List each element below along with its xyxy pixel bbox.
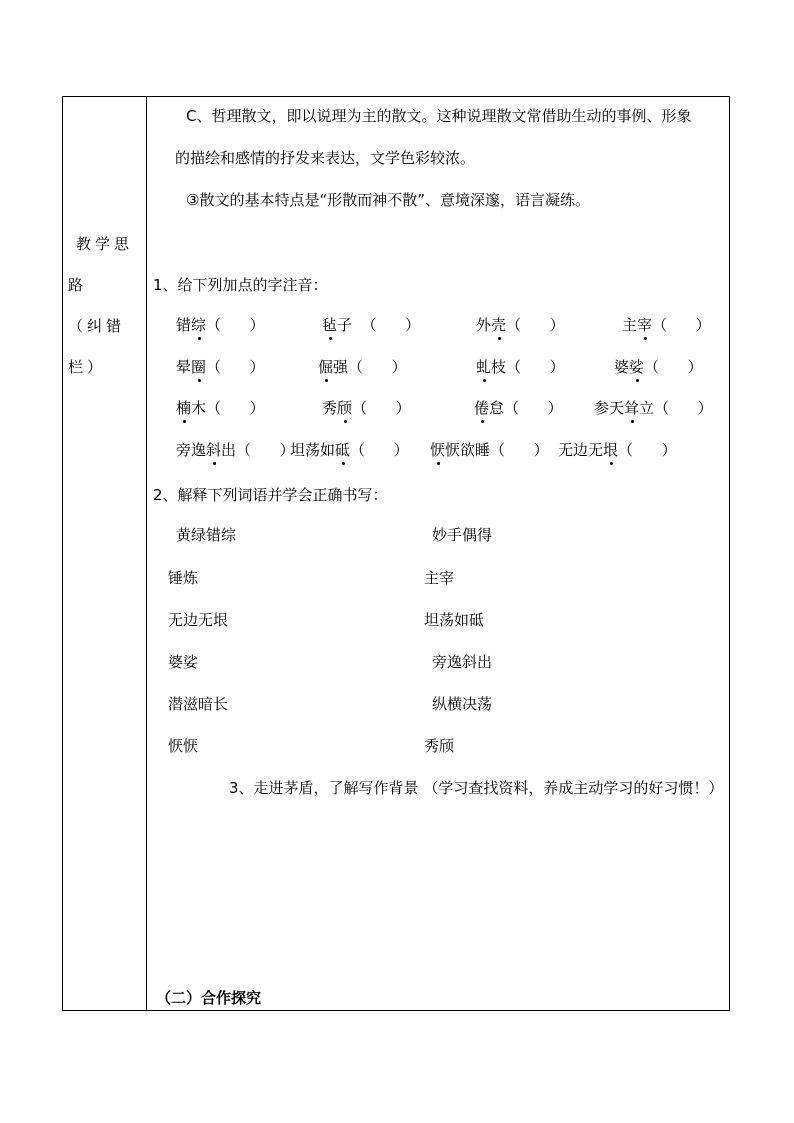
pinyin-answer-blank: 恹欲睡（ ） [445,441,549,459]
vocab-right-4: 旁逸斜出 [432,653,493,671]
section-title: （二）合作探究 [156,989,262,1007]
pinyin-answer-blank: （ ） [618,441,677,459]
pinyin-item [476,357,565,377]
vocab-left-1: 黄绿错综 [176,526,237,544]
pinyin-answer-blank: （ ） [350,441,409,459]
pinyin-item [594,398,713,418]
pinyin-word-prefix: 旁逸 [176,441,207,459]
pinyin-answer-blank: （ ） [506,316,565,334]
pinyin-item [558,440,677,460]
pinyin-item [322,398,411,418]
philosophy-essay-line-2: 的描绘和感情的抒发来表达，文学色彩较浓。 [175,149,476,167]
pinyin-item [614,357,703,377]
pinyin-dotted-char: 娑 [629,358,645,376]
side-label-line-1: 教学思 [76,235,134,253]
pinyin-word-prefix: 婆 [614,358,630,376]
pinyin-word-prefix: 参天 [594,399,625,417]
pinyin-dotted-char: 垠 [603,441,619,459]
pinyin-dotted-char: 楠 [176,399,192,417]
pinyin-answer-blank: （ ） [206,316,265,334]
column-divider [146,96,147,1011]
table-frame [62,96,730,1011]
vocab-right-1: 妙手偶得 [432,526,493,544]
pinyin-word-prefix: 无边无 [558,441,604,459]
pinyin-word-prefix: 坦荡如 [290,441,336,459]
pinyin-item [476,315,565,335]
pinyin-dotted-char: 圈 [191,358,207,376]
vocab-right-5: 纵横决荡 [432,695,493,713]
pinyin-answer-blank: （ ） [652,316,711,334]
vocab-right-2: 主宰 [424,569,455,587]
pinyin-dotted-char: 砥 [335,441,351,459]
pinyin-dotted-char: 宰 [637,316,653,334]
pinyin-word-prefix: 秀 [322,399,338,417]
pinyin-item [318,357,407,377]
pinyin-item [430,440,549,460]
essay-feature-text: ③散文的基本特点是“形散而神不散”、意境深邃，语言凝练。 [186,191,590,209]
pinyin-item [176,357,265,377]
pinyin-word-prefix: 外 [476,316,492,334]
pinyin-word-prefix: 晕 [176,358,192,376]
pinyin-answer-blank: 强（ ） [333,358,407,376]
pinyin-answer-blank: （ ） [644,358,703,376]
side-label-line-3: （纠错 [68,317,126,335]
pinyin-item [176,440,295,460]
question-2-title: 2、解释下列词语并学会正确书写： [153,486,388,504]
pinyin-dotted-char: 颀 [337,399,353,417]
pinyin-answer-blank: 立（ ） [639,399,713,417]
pinyin-item [622,315,711,335]
side-label-line-4: 栏） [68,358,107,376]
pinyin-dotted-char: 综 [191,316,207,334]
vocab-left-6: 恹恹 [168,737,199,755]
question-3-text: 3、走进茅盾，了解写作背景 （学习查找资料，养成主动学习的好习惯！） [229,779,724,797]
pinyin-item [290,440,409,460]
pinyin-item [176,315,265,335]
vocab-left-5: 潜滋暗长 [168,695,229,713]
pinyin-dotted-char: 虬 [476,358,492,376]
pinyin-dotted-char: 斜 [206,441,222,459]
pinyin-word-prefix: 主 [622,316,638,334]
pinyin-dotted-char: 耸 [624,399,640,417]
pinyin-answer-blank: 子 （ ） [337,316,421,334]
pinyin-item [176,398,265,418]
pinyin-answer-blank: 怠（ ） [489,399,563,417]
pinyin-answer-blank: 枝（ ） [491,358,565,376]
pinyin-answer-blank: 木（ ） [191,399,265,417]
pinyin-answer-blank: （ ） [352,399,411,417]
pinyin-answer-blank: 出（ ） [221,441,295,459]
vocab-left-4: 婆娑 [168,653,199,671]
pinyin-dotted-char: 倔 [318,358,334,376]
pinyin-word-prefix: 错 [176,316,192,334]
pinyin-dotted-char: 毡 [322,316,338,334]
pinyin-dotted-char: 恹 [430,441,446,459]
pinyin-dotted-char: 倦 [474,399,490,417]
side-label-line-2: 路 [68,276,88,294]
vocab-right-6: 秀颀 [424,737,455,755]
philosophy-essay-line-1: C、哲理散文，即以说理为主的散文。这种说理散文常借助生动的事例、形象 [186,107,692,125]
question-1-title: 1、给下列加点的字注音： [153,276,328,294]
pinyin-answer-blank: （ ） [206,358,265,376]
pinyin-item [322,315,420,335]
pinyin-dotted-char: 壳 [491,316,507,334]
vocab-left-2: 锤炼 [168,569,199,587]
vocab-right-3: 坦荡如砥 [424,611,485,629]
pinyin-item [474,398,563,418]
vocab-left-3: 无边无垠 [168,611,229,629]
